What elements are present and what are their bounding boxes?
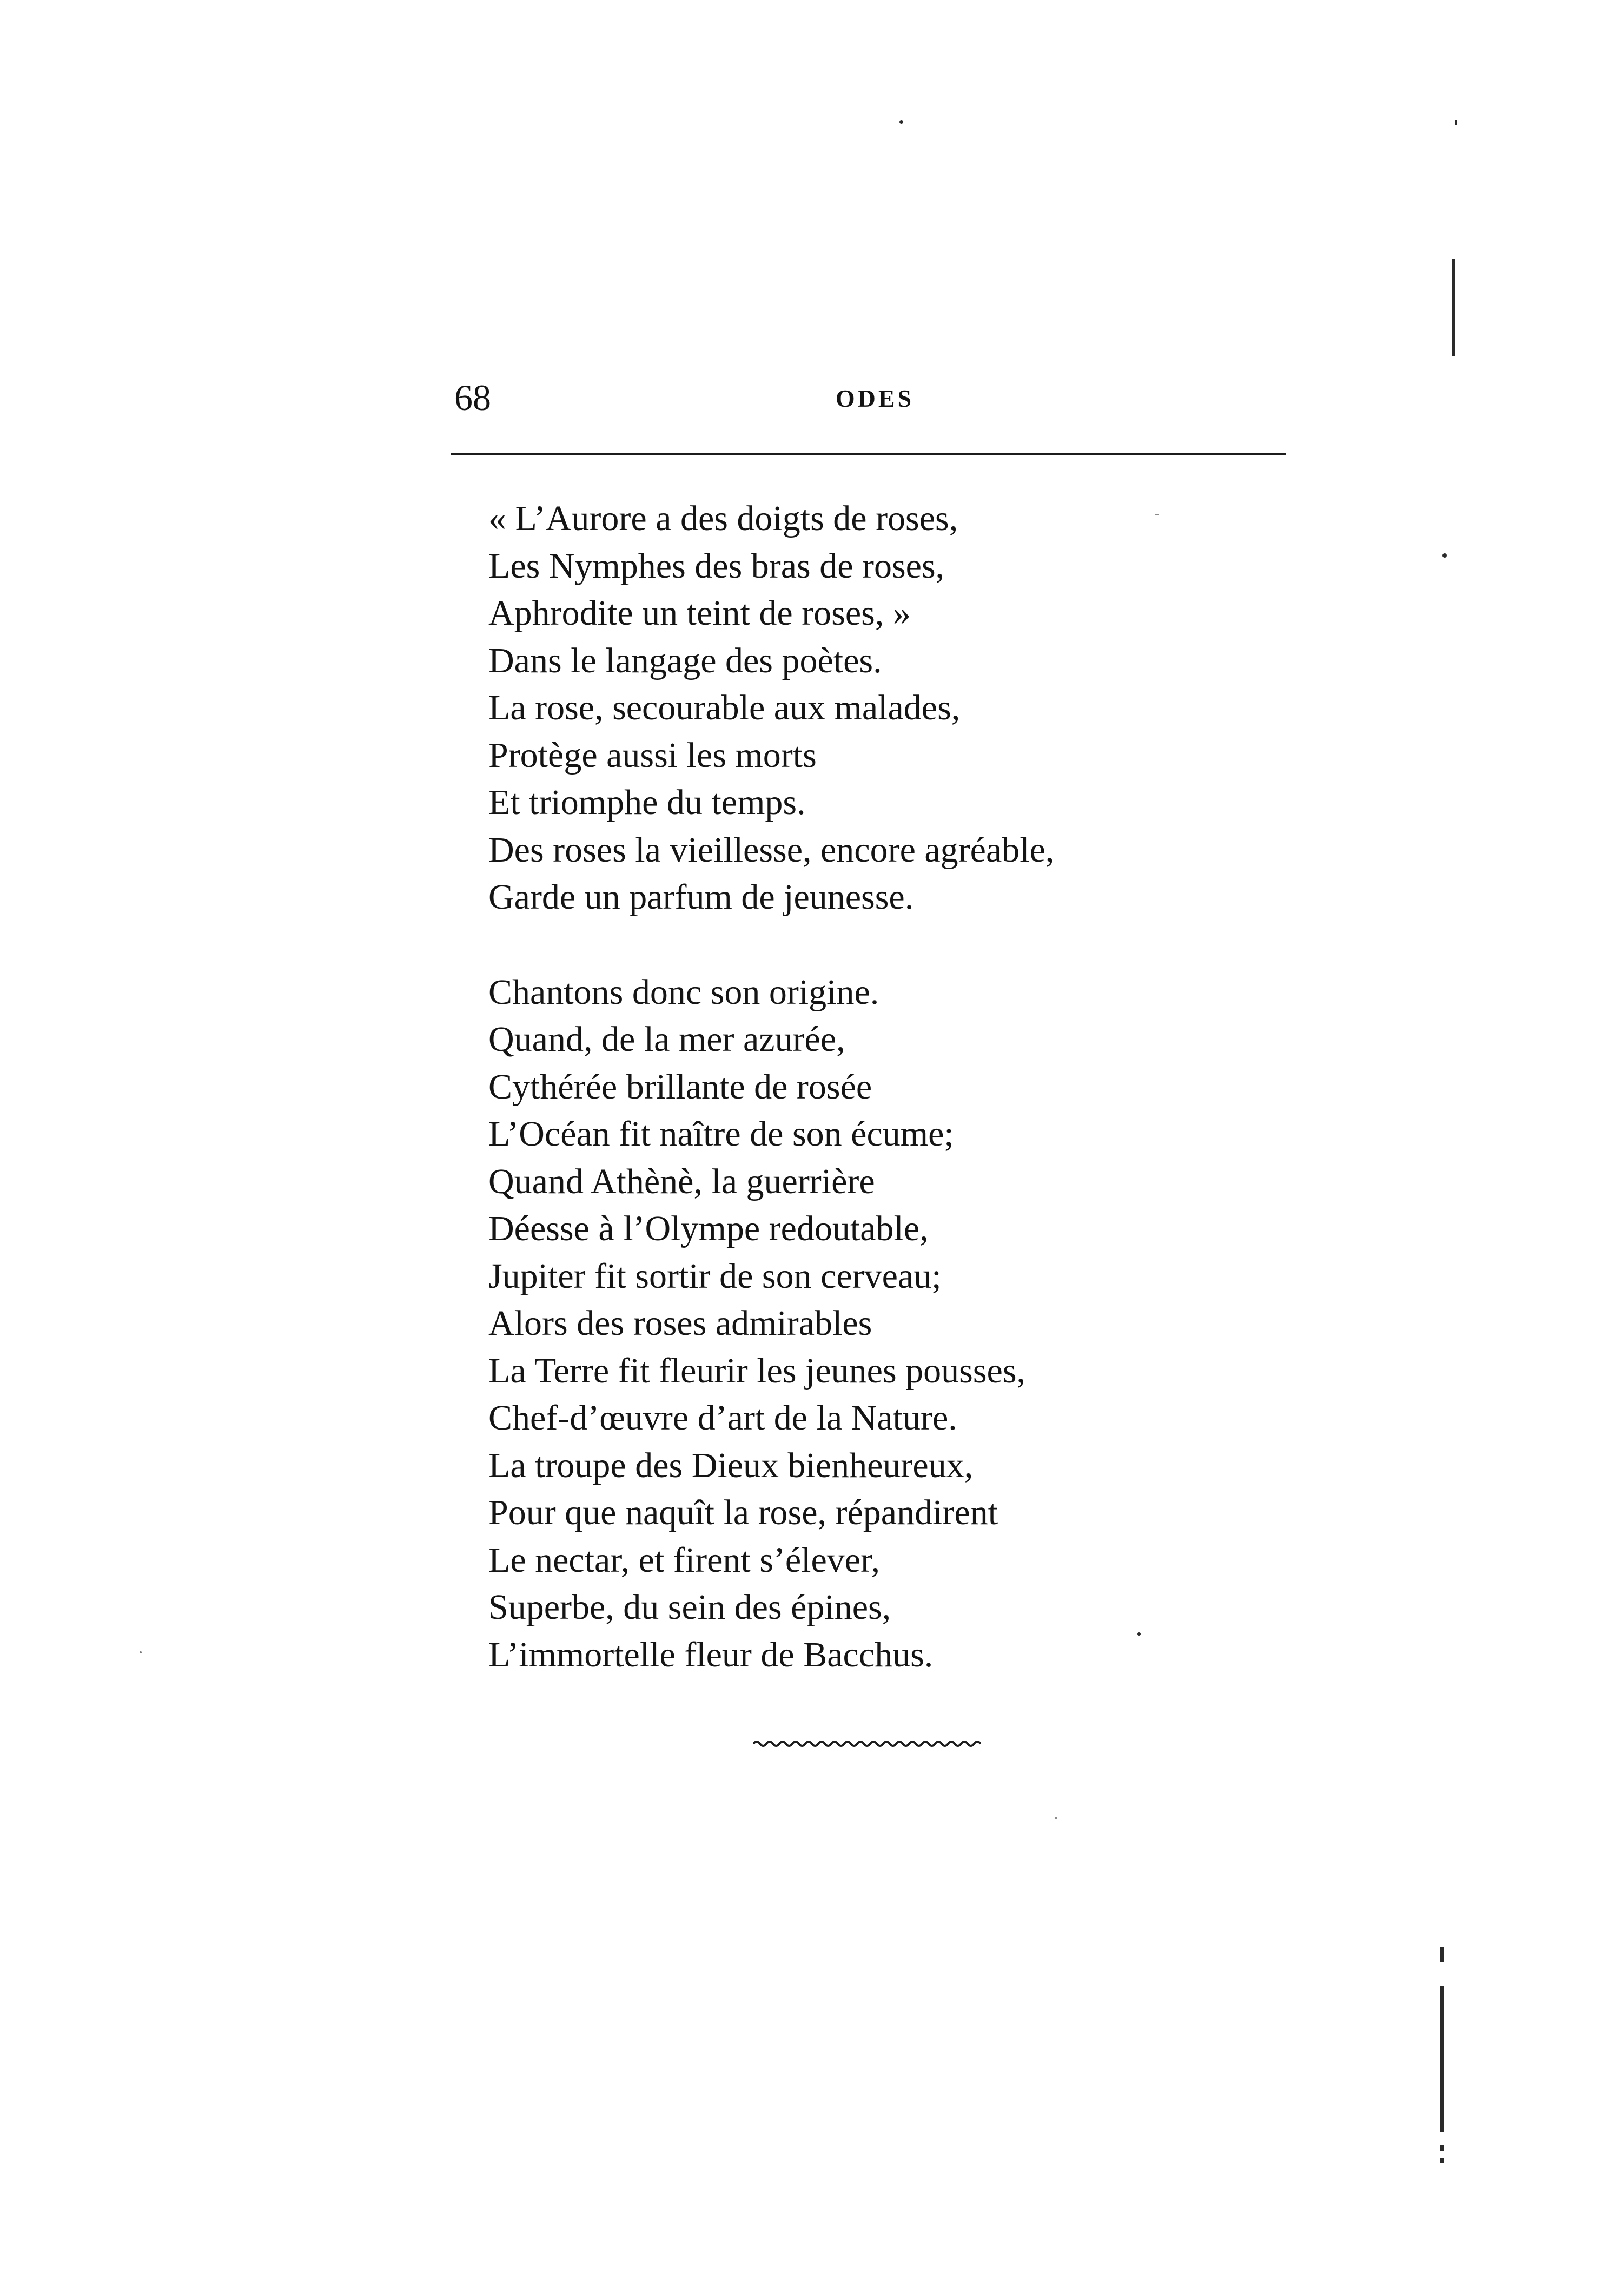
scan-speck — [899, 120, 903, 124]
page-number: 68 — [454, 377, 491, 418]
verse-line: La rose, secourable aux malades, — [488, 688, 961, 727]
scan-speck — [1440, 2158, 1444, 2163]
verse-line: Superbe, du sein des épines, — [488, 1587, 891, 1627]
verse-line: L’Océan fit naître de son écume; — [488, 1114, 954, 1154]
verse-line: La troupe des Dieux bienheureux, — [488, 1445, 974, 1485]
verse-line: Déesse à l’Olympe redoutable, — [488, 1209, 929, 1248]
running-title: ODES — [835, 385, 915, 412]
verse-line: Des roses la vieillesse, encore agréable, — [488, 830, 1055, 870]
stanza-2 — [488, 969, 1191, 1679]
verse-line: Chantons donc son origine. — [488, 972, 879, 1012]
scan-speck — [1055, 1817, 1057, 1819]
verse-line: Protège aussi les morts — [488, 735, 817, 775]
margin-rule-mark — [1440, 1986, 1444, 2132]
verse-line: Chef-d’œuvre d’art de la Nature. — [488, 1398, 957, 1438]
stanza-1 — [488, 495, 1191, 921]
end-ornament-wavy-rule — [753, 1737, 981, 1750]
verse-line: Jupiter fit sortir de son cerveau; — [488, 1256, 942, 1296]
poem — [488, 495, 1191, 1678]
verse-line: La Terre fit fleurir les jeunes pousses, — [488, 1351, 1025, 1391]
verse-line: Pour que naquît la rose, répandirent — [488, 1493, 998, 1532]
verse-line: Les Nymphes des bras de roses, — [488, 546, 945, 586]
scan-speck — [1442, 553, 1447, 558]
verse-line: Quand, de la mer azurée, — [488, 1020, 845, 1059]
verse-line: Quand Athènè, la guerrière — [488, 1161, 875, 1201]
scan-speck — [1455, 120, 1457, 125]
margin-rule-mark — [1440, 1947, 1444, 1962]
verse-line: Et triomphe du temps. — [488, 783, 806, 822]
header-rule — [451, 453, 1286, 455]
verse-line: Garde un parfum de jeunesse. — [488, 877, 914, 917]
scan-speck — [1137, 1632, 1141, 1636]
verse-line: Cythérée brillante de rosée — [488, 1067, 872, 1107]
margin-rule-mark — [1452, 259, 1455, 356]
scan-speck — [140, 1651, 142, 1653]
verse-line: « L’Aurore a des doigts de roses, — [488, 499, 958, 538]
verse-line: L’immortelle fleur de Bacchus. — [488, 1635, 934, 1675]
running-head — [454, 373, 1285, 427]
scan-speck — [1440, 2145, 1444, 2151]
verse-line: Le nectar, et firent s’élever, — [488, 1540, 880, 1580]
verse-line: Dans le langage des poètes. — [488, 640, 882, 680]
verse-line: Aphrodite un teint de roses, » — [488, 593, 911, 633]
scan-speck — [1155, 514, 1159, 515]
verse-line: Alors des roses admirables — [488, 1304, 872, 1343]
